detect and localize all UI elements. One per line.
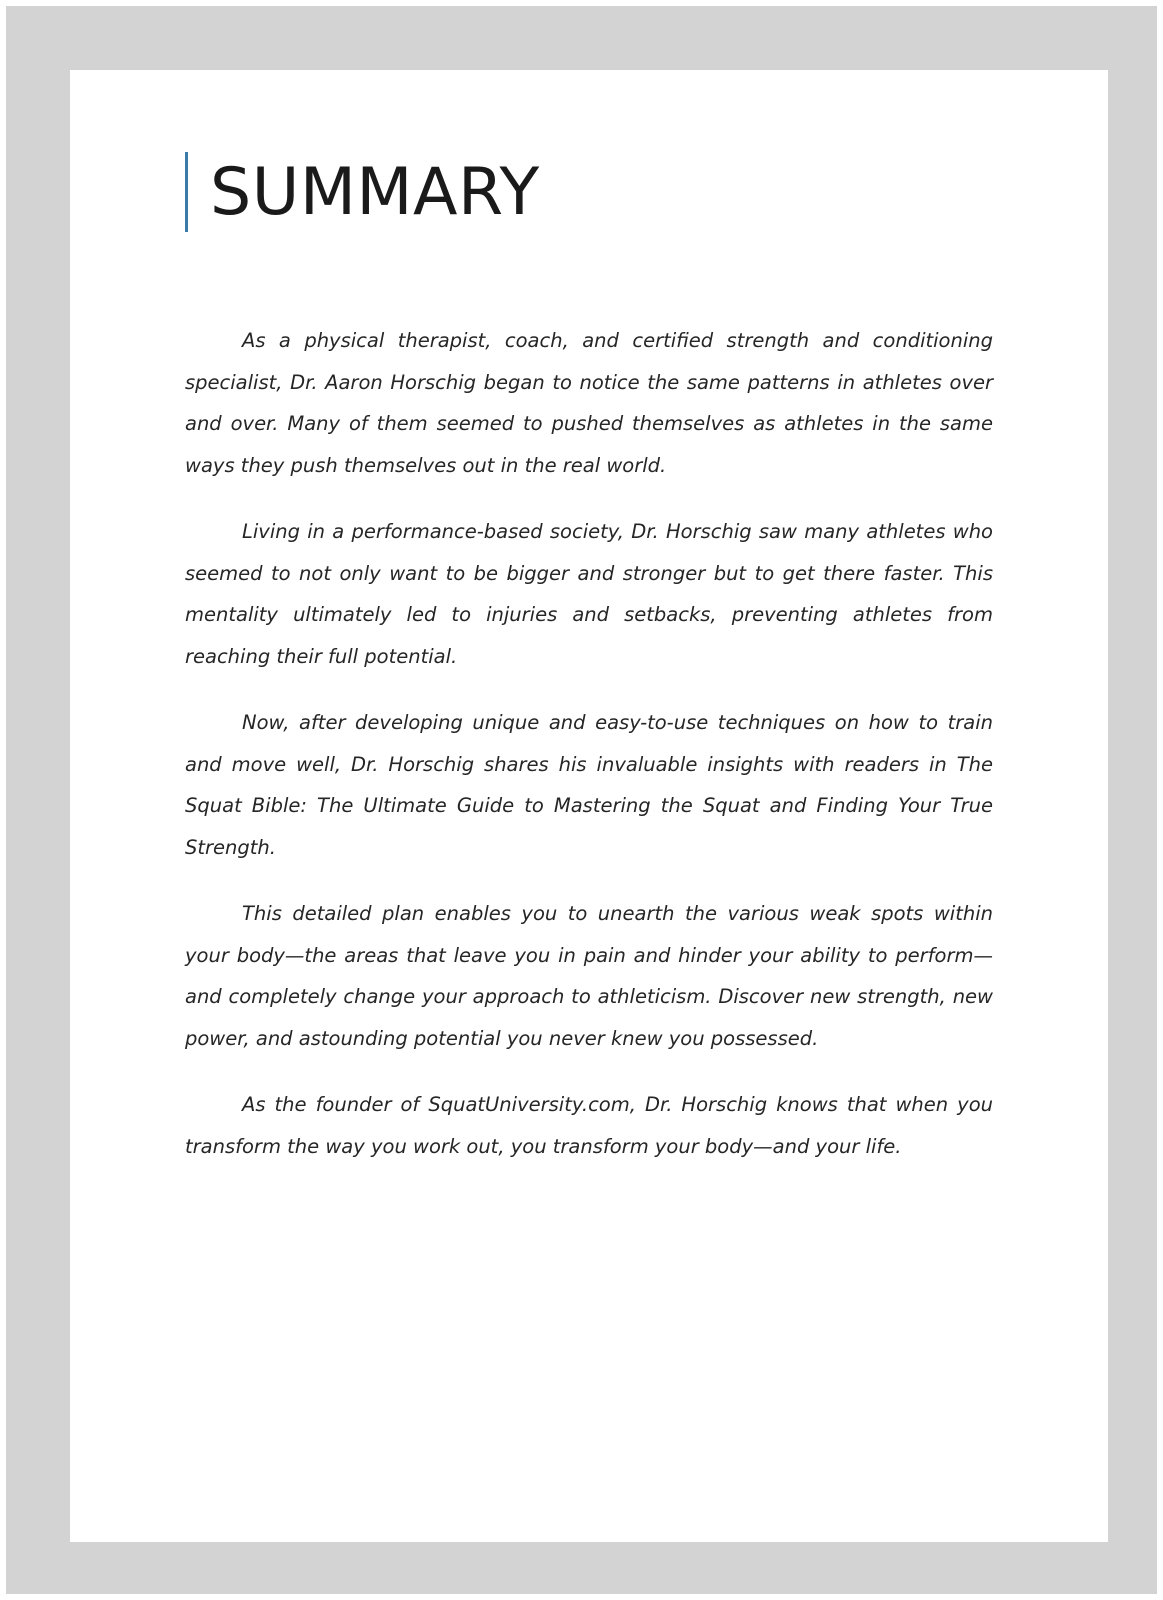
- paragraph-1: As a physical therapist, coach, and certified strength and conditioning specialist, Dr. Aaron Horschig began to notice the same patterns in athletes over and over. Many of them seemed to pushed themselves as athletes in the same ways they push themselves out in the real world.: [185, 329, 993, 477]
- paragraph-5: As the founder of SquatUniversity.com, Dr. Horschig knows that when you transform the way you work out, you transform your body—and your life.: [185, 1093, 993, 1158]
- page-title: SUMMARY: [210, 155, 540, 230]
- paragraph-4: This detailed plan enables you to unearth the various weak spots within your body—the areas that leave you in pain and hinder your ability to perform—and completely change your approach to athleticism. Discover new strength, new power, and astounding potential you never knew you possessed.: [185, 902, 993, 1050]
- paragraph-3: Now, after developing unique and easy-to-use techniques on how to train and move well, Dr. Horschig shares his invaluable insights with readers in The Squat Bible: The Ultimate Guide to Mastering the Squat and Finding Your True Strength.: [185, 711, 993, 859]
- paragraph-2: Living in a performance-based society, Dr. Horschig saw many athletes who seemed to not only want to be bigger and stronger but to get there faster. This mentality ultimately led to injuries and setbacks, preventing athletes from reaching their full potential.: [185, 520, 993, 668]
- summary-body: [185, 320, 993, 1192]
- title-accent-bar: [185, 152, 188, 232]
- document-page: [70, 70, 1108, 1542]
- page-frame: [6, 6, 1157, 1594]
